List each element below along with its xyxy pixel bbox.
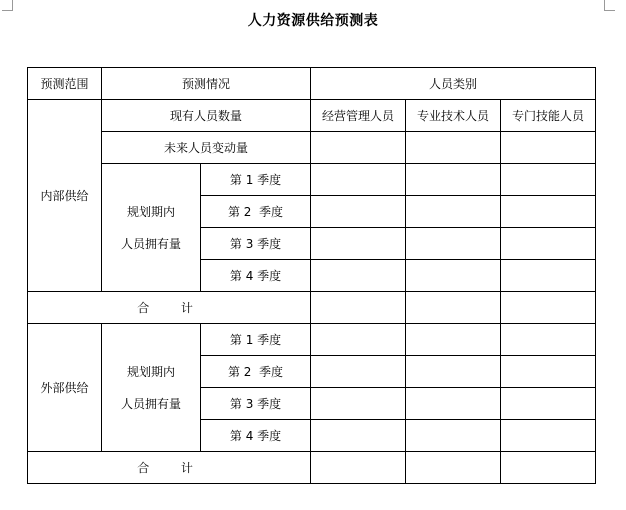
- internal-quarter-2: 第 2 季度: [201, 196, 311, 228]
- future-change-label: 未来人员变动量: [102, 132, 311, 164]
- table-row: [28, 68, 596, 100]
- table-cell[interactable]: [501, 388, 596, 420]
- plan-line-1: 规划期内: [126, 204, 175, 219]
- table-cell[interactable]: [311, 132, 406, 164]
- external-supply-label: 外部供给: [28, 324, 102, 452]
- table-cell[interactable]: [406, 132, 501, 164]
- table-cell[interactable]: [406, 324, 501, 356]
- table-cell[interactable]: [406, 292, 501, 324]
- table-cell[interactable]: [406, 388, 501, 420]
- table-cell[interactable]: [501, 356, 596, 388]
- table-cell[interactable]: [311, 260, 406, 292]
- plan-line-2: 人员拥有量: [120, 236, 181, 251]
- table-row: [28, 324, 596, 356]
- table-cell[interactable]: [311, 388, 406, 420]
- table-cell[interactable]: [501, 452, 596, 484]
- header-category: 人员类别: [311, 68, 596, 100]
- table-cell[interactable]: [311, 228, 406, 260]
- table-cell[interactable]: [406, 452, 501, 484]
- plan-line-1: 规划期内: [126, 364, 175, 379]
- plan-line-2: 人员拥有量: [120, 396, 181, 411]
- table-cell[interactable]: [406, 164, 501, 196]
- table-cell[interactable]: [501, 324, 596, 356]
- table-row: [28, 100, 596, 132]
- table-cell[interactable]: [501, 292, 596, 324]
- category-management: 经营管理人员: [311, 100, 406, 132]
- header-situation: 预测情况: [102, 68, 311, 100]
- document-title: 人力资源供给预测表: [247, 13, 379, 29]
- table-cell[interactable]: [406, 260, 501, 292]
- table-row: [28, 164, 596, 196]
- table-cell[interactable]: [311, 356, 406, 388]
- table-row: [28, 292, 596, 324]
- table-cell[interactable]: [501, 164, 596, 196]
- internal-quarter-4: 第 4 季度: [201, 260, 311, 292]
- table-cell[interactable]: [501, 420, 596, 452]
- table-cell[interactable]: [406, 356, 501, 388]
- table-cell[interactable]: [501, 196, 596, 228]
- table-cell[interactable]: [406, 196, 501, 228]
- external-quarter-1: 第 1 季度: [201, 324, 311, 356]
- internal-plan-label: [102, 164, 201, 292]
- table-cell[interactable]: [501, 228, 596, 260]
- external-quarter-3: 第 3 季度: [201, 388, 311, 420]
- table-cell[interactable]: [311, 452, 406, 484]
- table-cell[interactable]: [406, 228, 501, 260]
- table-row: [28, 132, 596, 164]
- external-plan-label: [102, 324, 201, 452]
- external-quarter-4: 第 4 季度: [201, 420, 311, 452]
- current-count-label: 现有人员数量: [102, 100, 311, 132]
- category-skilled: 专门技能人员: [501, 100, 596, 132]
- table-cell[interactable]: [311, 420, 406, 452]
- table-cell[interactable]: [311, 324, 406, 356]
- category-technical: 专业技术人员: [406, 100, 501, 132]
- external-total-label: 合 计: [28, 452, 311, 484]
- table-cell[interactable]: [501, 260, 596, 292]
- table-cell[interactable]: [311, 164, 406, 196]
- header-scope: 预测范围: [28, 68, 102, 100]
- internal-total-label: 合 计: [28, 292, 311, 324]
- table-cell[interactable]: [311, 292, 406, 324]
- internal-quarter-1: 第 1 季度: [201, 164, 311, 196]
- table-row: [28, 452, 596, 484]
- supply-forecast-table: [27, 67, 596, 484]
- table-cell[interactable]: [501, 132, 596, 164]
- table-cell[interactable]: [311, 196, 406, 228]
- internal-supply-label: 内部供给: [28, 100, 102, 292]
- table-cell[interactable]: [406, 420, 501, 452]
- external-quarter-2: 第 2 季度: [201, 356, 311, 388]
- internal-quarter-3: 第 3 季度: [201, 228, 311, 260]
